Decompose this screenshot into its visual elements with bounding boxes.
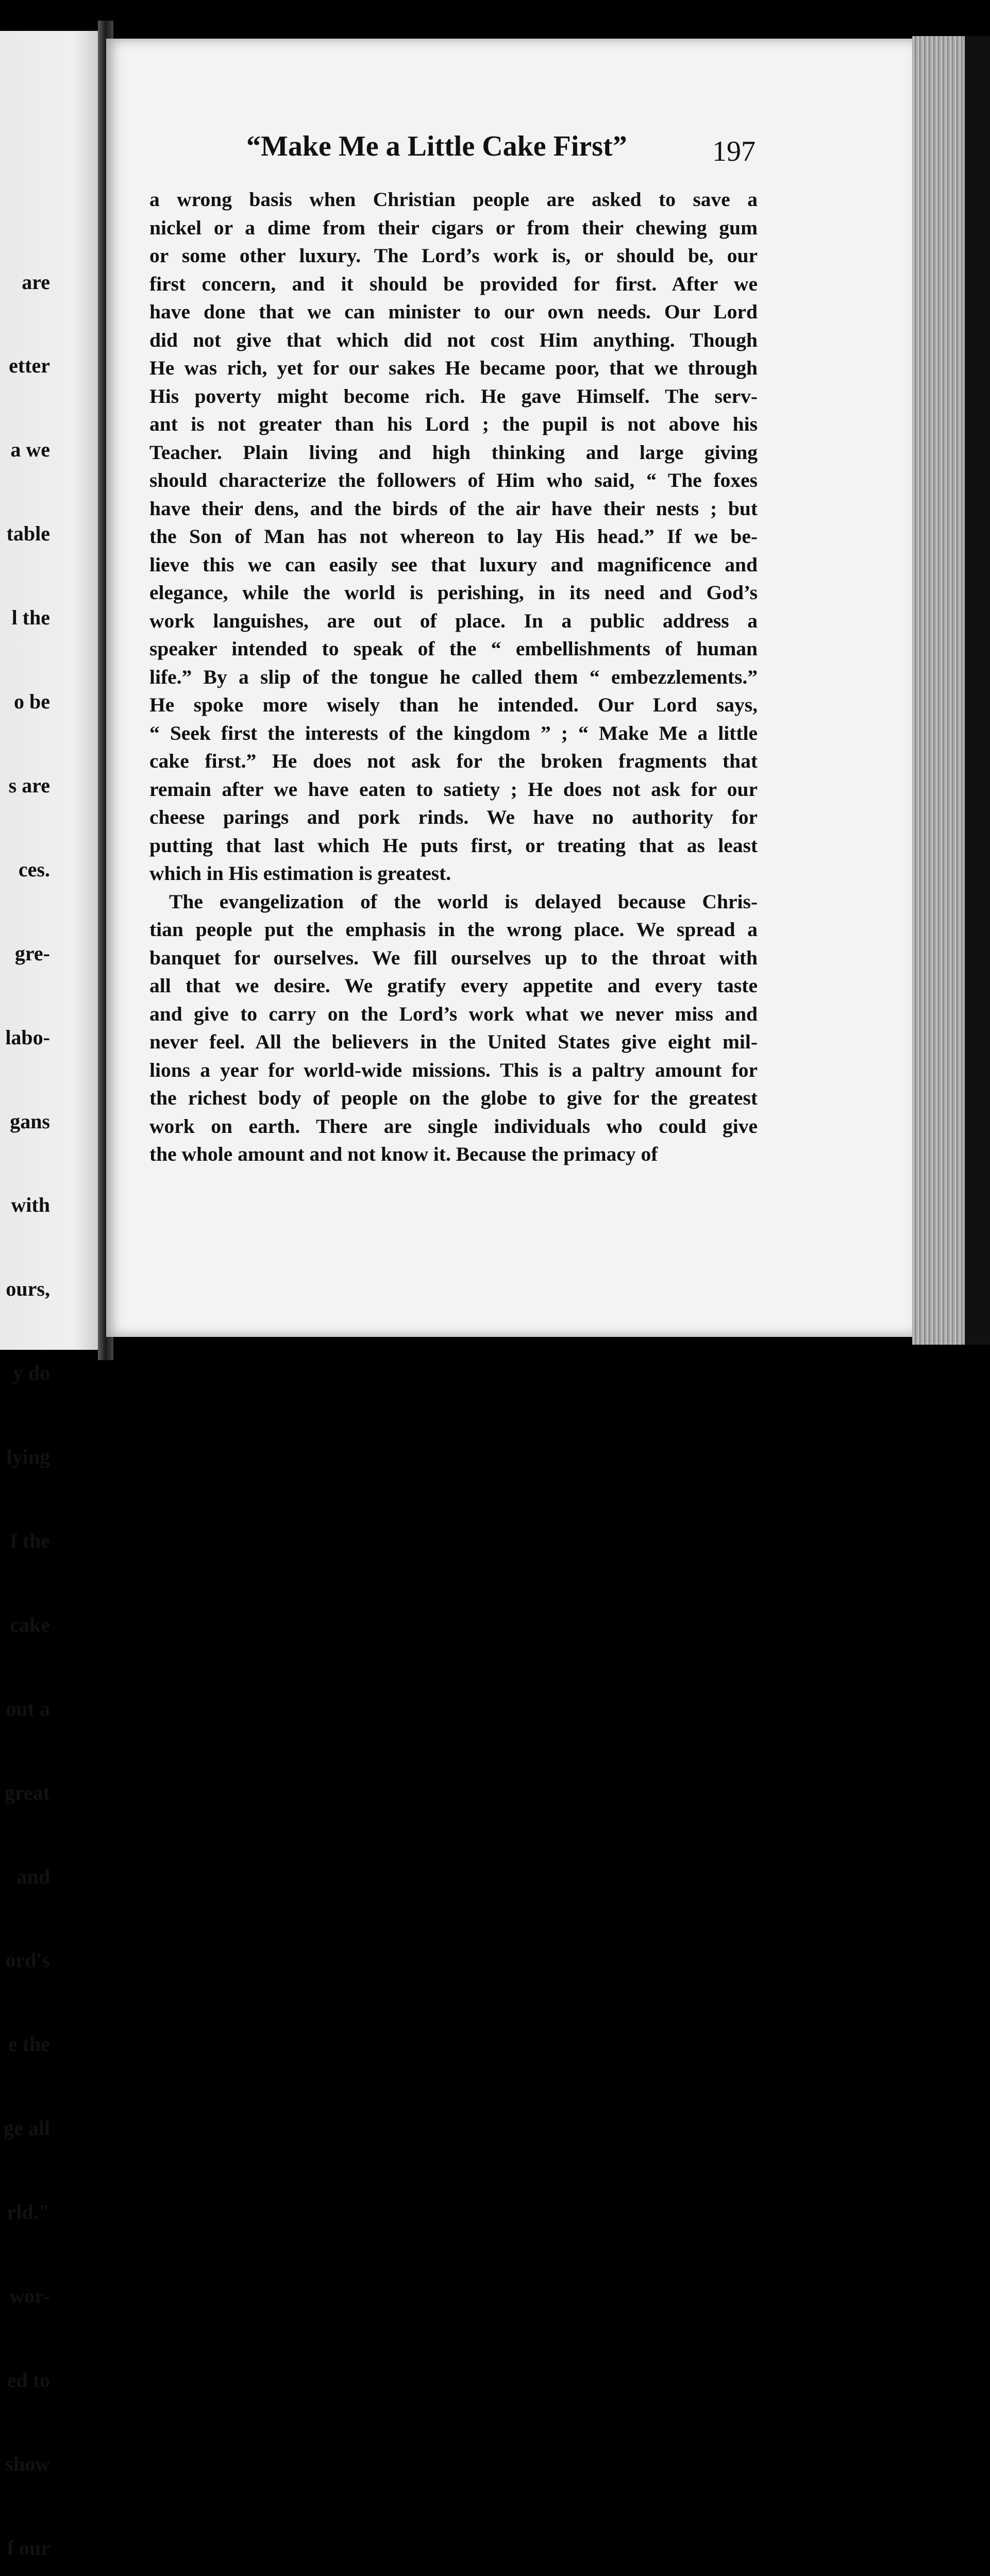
text-line: elegance, while the world is perishing, in its need and God’s <box>149 581 758 604</box>
text-line: tian people put the emphasis in the wrong place. We spread a <box>149 918 758 941</box>
previous-page-line: ours, <box>6 1277 50 1301</box>
text-line: remain after we have eaten to satiety ; He does not ask for our <box>149 777 758 801</box>
text-line: the Son of Man has not whereon to lay His head.” If we be- <box>149 525 758 548</box>
previous-page-line: a we <box>10 438 50 462</box>
previous-page-line: rld." <box>7 2200 50 2224</box>
previous-page-line: great <box>4 1781 50 1804</box>
previous-page-line: and <box>16 1865 50 1888</box>
previous-page-line: labo- <box>5 1025 50 1049</box>
text-line: never feel. All the believers in the United States give eight mil- <box>149 1030 758 1053</box>
text-line: Teacher. Plain living and high thinking and large giving <box>149 440 758 464</box>
text-line: lieve this we can easily see that luxury and magnificence and <box>149 553 758 576</box>
running-head: “Make Me a Little Cake First” <box>246 130 627 162</box>
previous-page-line: f our <box>7 2536 50 2560</box>
text-line: He was rich, yet for our sakes He became poor, that we through <box>149 357 758 379</box>
previous-page-line: s are <box>8 773 50 797</box>
page-number: 197 <box>712 135 756 167</box>
text-line: speaker intended to speak of the “ embellishments of human <box>149 637 758 660</box>
text-line: should characterize the followers of Him who said, “ The foxes <box>149 469 758 492</box>
text-line: have done that we can minister to our own needs. Our Lord <box>149 300 758 323</box>
paragraph <box>149 888 758 1168</box>
previous-page-line: f the <box>10 1529 50 1552</box>
previous-page-line: with <box>11 1193 50 1217</box>
previous-page-line: ord's <box>5 1948 50 1972</box>
text-line: putting that last which He puts first, or treating that as least <box>149 834 758 857</box>
previous-page-line: cake <box>10 1613 50 1636</box>
page-stack-shadow <box>965 36 990 1345</box>
previous-page-line: ces. <box>18 857 50 881</box>
text-line: a wrong basis when Christian people are asked to save a <box>149 188 758 211</box>
previous-page-line: gans <box>10 1109 50 1133</box>
text-line: the whole amount and not know it. Because the primacy of <box>149 1143 658 1165</box>
text-line: “ Seek first the interests of the kingdom ” ; “ Make Me a little <box>149 721 758 744</box>
paragraph <box>149 185 758 888</box>
text-line: first concern, and it should be provided for first. After we <box>149 272 758 295</box>
previous-page-line: lying <box>6 1445 50 1469</box>
text-line: banquet for ourselves. We fill ourselves up to the throat with <box>149 946 758 969</box>
text-line: all that we desire. We gratify every appetite and every taste <box>149 974 758 997</box>
text-line: cake first.” He does not ask for the broken fragments that <box>149 750 758 772</box>
text-line: He spoke more wisely than he intended. Our Lord says, <box>149 693 758 716</box>
previous-page-line: ed to <box>7 2368 50 2392</box>
text-line: have their dens, and the birds of the air have their nests ; but <box>149 497 758 520</box>
text-line: work languishes, are out of place. In a public address a <box>149 609 758 632</box>
previous-page-line: e the <box>8 2032 50 2056</box>
previous-page-line: wor- <box>9 2284 50 2308</box>
text-line: lions a year for world-wide missions. This is a paltry amount for <box>149 1058 758 1081</box>
previous-page-line: gre- <box>14 941 50 965</box>
text-line: His poverty might become rich. He gave Himself. The serv- <box>149 384 758 408</box>
previous-page-line: l the <box>11 606 50 630</box>
text-line: The evangelization of the world is delayed because Chris- <box>169 890 758 913</box>
page-body <box>149 185 758 1168</box>
previous-page-line: ge all <box>4 2116 50 2140</box>
previous-page-line: show <box>5 2452 50 2476</box>
text-line: did not give that which did not cost Him anything. Though <box>149 328 758 351</box>
text-line: work on earth. There are single individuals who could give <box>149 1114 758 1138</box>
paragraphs <box>149 185 758 1168</box>
text-line: the richest body of people on the globe to give for the greatest <box>149 1087 758 1109</box>
text-line: and give to carry on the Lord’s work what we never miss and <box>149 1002 758 1025</box>
previous-page-line: table <box>6 522 50 546</box>
previous-page-line: are <box>22 270 50 294</box>
previous-page-line: out a <box>6 1697 50 1720</box>
text-line: nickel or a dime from their cigars or from their chewing gum <box>149 216 758 239</box>
text-line: or some other luxury. The Lord’s work is, or should be, our <box>149 244 758 267</box>
text-line: ant is not greater than his Lord ; the pupil is not above his <box>149 413 758 435</box>
page-stack-edge <box>912 36 969 1345</box>
text-line: cheese parings and pork rinds. We have no authority for <box>149 806 758 828</box>
previous-page-line: etter <box>9 354 50 378</box>
previous-page-line: o be <box>14 690 50 714</box>
previous-page-text <box>0 212 50 2576</box>
text-line: life.” By a slip of the tongue he called them “ embezzlements.” <box>149 665 758 688</box>
previous-page-fragment <box>0 31 106 2560</box>
text-line: which in His estimation is greatest. <box>149 862 451 885</box>
previous-page-line: y do <box>12 1361 50 1385</box>
